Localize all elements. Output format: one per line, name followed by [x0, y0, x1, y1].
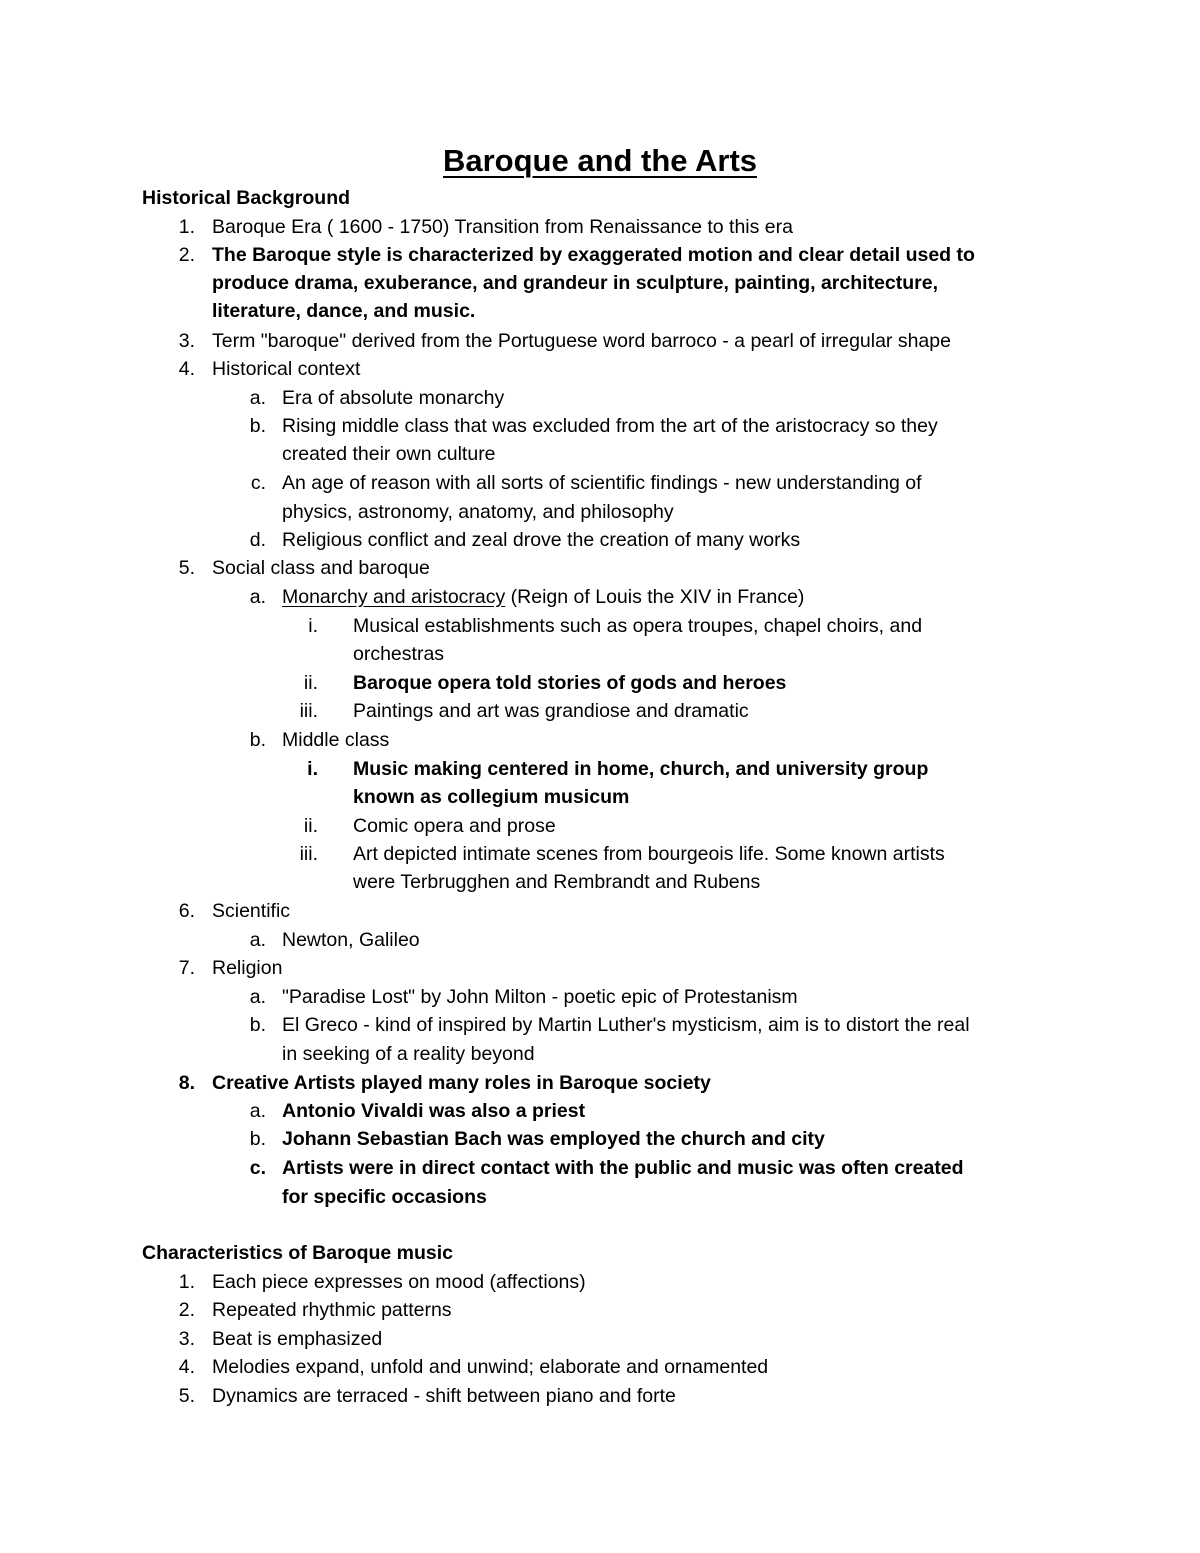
list-subitem: Religious conflict and zeal drove the creation of many works: [282, 529, 801, 551]
list-number: 7.: [178, 957, 195, 979]
list-letter: b.: [249, 1014, 266, 1036]
list-number: 8.: [178, 1072, 195, 1094]
list-letter: a.: [249, 986, 266, 1008]
list-subsubitem-continuation: known as collegium musicum: [353, 786, 630, 808]
list-number: 4.: [178, 1356, 195, 1378]
list-subitem: "Paradise Lost" by John Milton - poetic epic of Protestanism: [282, 986, 798, 1008]
list-subsubitem-continuation: orchestras: [353, 643, 445, 665]
list-letter: a.: [249, 387, 266, 409]
list-subitem-continuation: in seeking of a reality beyond: [282, 1043, 535, 1065]
list-number: 5.: [178, 1385, 195, 1407]
list-letter: b.: [249, 415, 266, 437]
list-item: Scientific: [212, 900, 291, 922]
list-roman: iii.: [299, 700, 318, 722]
list-subitem: Newton, Galileo: [282, 929, 420, 951]
list-number: 1.: [178, 1271, 195, 1293]
list-letter: a.: [249, 929, 266, 951]
list-item: Beat is emphasized: [212, 1328, 383, 1350]
list-subitem-continuation: for specific occasions: [282, 1186, 487, 1208]
list-roman: ii.: [303, 815, 318, 837]
list-roman: i.: [308, 615, 318, 637]
list-item-continuation: literature, dance, and music.: [212, 300, 476, 322]
list-roman: iii.: [299, 843, 318, 865]
list-subitem: Middle class: [282, 729, 390, 751]
list-subitem-continuation: created their own culture: [282, 443, 496, 465]
list-letter: a.: [249, 1100, 266, 1122]
list-number: 3.: [178, 330, 195, 352]
list-letter: d.: [249, 529, 266, 551]
list-letter: b.: [249, 1128, 266, 1150]
page-title: Baroque and the Arts: [442, 143, 758, 178]
list-letter: a.: [249, 586, 266, 608]
subitem-rest-text: (Reign of Louis the XIV in France): [505, 586, 805, 608]
list-item-continuation: produce drama, exuberance, and grandeur in sculpture, painting, architecture,: [212, 272, 939, 294]
list-number: 2.: [178, 1299, 195, 1321]
underlined-phrase: Monarchy and aristocracy: [282, 586, 506, 608]
list-item: Social class and baroque: [212, 557, 430, 579]
list-subitem: Artists were in direct contact with the public and music was often created: [282, 1157, 964, 1179]
list-subitem: Era of absolute monarchy: [282, 387, 505, 409]
list-roman: ii.: [303, 672, 318, 694]
list-number: 3.: [178, 1328, 195, 1350]
list-item: The Baroque style is characterized by exaggerated motion and clear detail used to: [212, 244, 975, 266]
list-subitem: [282, 583, 804, 611]
list-subsubitem: Baroque opera told stories of gods and heroes: [353, 672, 787, 694]
list-item: Religion: [212, 957, 283, 979]
list-item: Dynamics are terraced - shift between piano and forte: [212, 1385, 676, 1407]
list-subitem: Rising middle class that was excluded from the art of the aristocracy so they: [282, 415, 938, 437]
list-item: Melodies expand, unfold and unwind; elaborate and ornamented: [212, 1356, 769, 1378]
list-item: Historical context: [212, 358, 361, 380]
list-subitem: Antonio Vivaldi was also a priest: [282, 1100, 586, 1122]
list-item: Baroque Era ( 1600 - 1750) Transition from Renaissance to this era: [212, 216, 793, 238]
list-item: Repeated rhythmic patterns: [212, 1299, 452, 1321]
list-number: 1.: [178, 216, 195, 238]
list-subsubitem: Comic opera and prose: [353, 815, 556, 837]
list-item: Term "baroque" derived from the Portuguese word barroco - a pearl of irregular shape: [212, 330, 951, 352]
list-number: 5.: [178, 557, 195, 579]
list-roman: i.: [307, 758, 318, 780]
list-subsubitem: Art depicted intimate scenes from bourgeois life. Some known artists: [353, 843, 945, 865]
section-heading-characteristics: Characteristics of Baroque music: [142, 1242, 454, 1264]
list-subsubitem-continuation: were Terbrugghen and Rembrandt and Rubens: [353, 871, 761, 893]
list-letter: c.: [249, 1157, 266, 1179]
list-number: 2.: [178, 244, 195, 266]
list-item: Creative Artists played many roles in Baroque society: [212, 1072, 711, 1094]
list-subsubitem: Music making centered in home, church, and university group: [353, 758, 929, 780]
list-subsubitem: Musical establishments such as opera troupes, chapel choirs, and: [353, 615, 923, 637]
list-number: 6.: [178, 900, 195, 922]
list-letter: b.: [249, 729, 266, 751]
list-item: Each piece expresses on mood (affections): [212, 1271, 586, 1293]
list-subsubitem: Paintings and art was grandiose and dramatic: [353, 700, 749, 722]
list-number: 4.: [178, 358, 195, 380]
list-subitem-continuation: physics, astronomy, anatomy, and philosophy: [282, 501, 674, 523]
list-subitem: El Greco - kind of inspired by Martin Luther's mysticism, aim is to distort the real: [282, 1014, 970, 1036]
list-letter: c.: [250, 472, 266, 494]
section-heading-historical: Historical Background: [142, 187, 351, 209]
list-subitem: An age of reason with all sorts of scientific findings - new understanding of: [282, 472, 922, 494]
list-subitem: Johann Sebastian Bach was employed the church and city: [282, 1128, 825, 1150]
